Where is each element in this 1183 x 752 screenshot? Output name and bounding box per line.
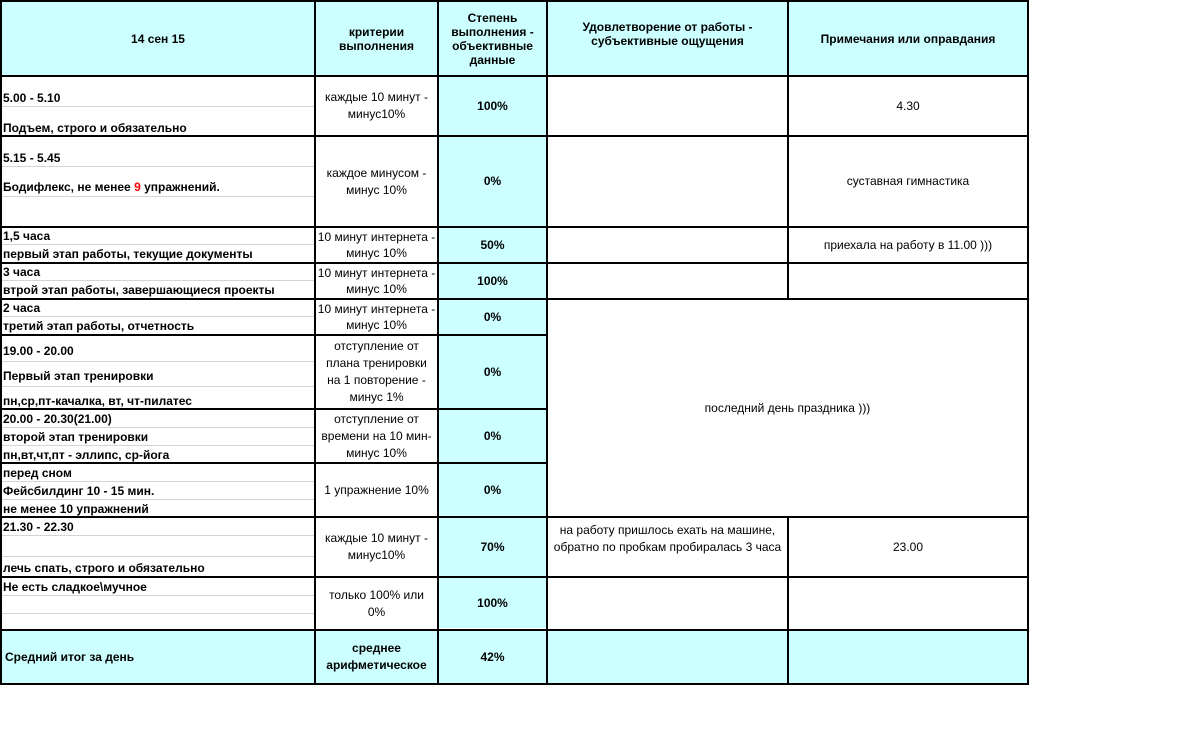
grid-line bbox=[0, 516, 1029, 518]
header-criteria[interactable]: критерии выполнения bbox=[316, 2, 437, 75]
grid-line bbox=[2, 595, 314, 596]
row-training2-time[interactable]: 20.00 - 20.30(21.00) bbox=[3, 412, 112, 426]
row-wake-task[interactable]: Подъем, строго и обязательно bbox=[3, 121, 187, 135]
row-sleep-time[interactable]: 21.30 - 22.30 bbox=[3, 520, 74, 534]
header-degree[interactable]: Степень выполнения - объективные данные bbox=[439, 2, 546, 75]
row-training1-time[interactable]: 19.00 - 20.00 bbox=[3, 344, 74, 358]
grid-line bbox=[0, 75, 1029, 77]
grid-line bbox=[0, 462, 548, 464]
grid-line bbox=[0, 0, 2, 685]
grid-line bbox=[2, 481, 314, 482]
row-training2-task[interactable]: второй этап тренировки bbox=[3, 430, 149, 444]
grid-line bbox=[2, 499, 314, 500]
grid-line bbox=[2, 361, 314, 362]
row-work3-criteria[interactable]: 10 минут интернета - минус 10% bbox=[317, 302, 436, 332]
grid-line bbox=[2, 613, 314, 614]
row-sweets-note[interactable] bbox=[789, 578, 1027, 629]
total-note[interactable] bbox=[789, 631, 1027, 683]
grid-line bbox=[2, 556, 314, 557]
grid-line bbox=[1027, 0, 1029, 685]
grid-line bbox=[787, 0, 789, 300]
header-date[interactable]: 14 сен 15 bbox=[2, 2, 314, 75]
total-percent[interactable]: 42% bbox=[480, 649, 505, 664]
row-work1-note[interactable]: приехала на работу в 11.00 ))) bbox=[823, 237, 993, 252]
grid-line bbox=[0, 683, 1029, 685]
row-training1-criteria[interactable]: отступление от плана тренировки на 1 повторение - минус 1% bbox=[326, 339, 427, 404]
row-sleep-satisfaction[interactable]: на работу пришлось ехать на машине, обратно по пробкам пробиралась 3 часа bbox=[553, 523, 782, 554]
grid-line bbox=[0, 226, 1029, 228]
grid-line bbox=[314, 0, 316, 685]
grid-line bbox=[2, 166, 314, 167]
grid-line bbox=[0, 0, 1029, 2]
row-work1-time[interactable]: 1,5 часа bbox=[3, 229, 51, 243]
row-facebuilding-extra[interactable]: не менее 10 упражнений bbox=[3, 502, 149, 516]
row-wake-percent[interactable]: 100% bbox=[477, 98, 508, 113]
header-notes[interactable]: Примечания или оправдания bbox=[789, 2, 1027, 75]
row-training1-percent[interactable]: 0% bbox=[483, 364, 502, 379]
row-work2-note[interactable] bbox=[789, 264, 1027, 298]
row-wake-satisfaction[interactable] bbox=[548, 77, 787, 135]
row-work1-satisfaction[interactable] bbox=[548, 228, 787, 262]
grid-line bbox=[2, 386, 314, 387]
row-bodyflex-time[interactable]: 5.15 - 5.45 bbox=[3, 151, 61, 165]
row-sweets-criteria[interactable]: только 100% или 0% bbox=[329, 587, 424, 619]
row-facebuilding-time[interactable]: перед сном bbox=[3, 466, 72, 480]
row-work3-task[interactable]: третий этап работы, отчетность bbox=[3, 319, 195, 333]
total-method[interactable]: среднее арифметическое bbox=[326, 641, 427, 672]
row-work3-percent[interactable]: 0% bbox=[483, 309, 502, 324]
row-work2-task[interactable]: втрой этап работы, завершающиеся проекты bbox=[3, 283, 275, 297]
row-bodyflex-task-pre: Бодифлекс, не менее bbox=[3, 180, 135, 194]
grid-line bbox=[2, 280, 314, 281]
grid-line bbox=[2, 106, 314, 107]
grid-line bbox=[0, 576, 1029, 578]
row-work1-criteria[interactable]: 10 минут интернета - минус 10% bbox=[317, 230, 436, 260]
grid-line bbox=[0, 135, 1029, 137]
row-sleep-note[interactable]: 23.00 bbox=[892, 539, 924, 554]
row-facebuilding-task[interactable]: Фейсбилдинг 10 - 15 мин. bbox=[3, 484, 155, 498]
row-facebuilding-criteria[interactable]: 1 упражнение 10% bbox=[324, 482, 429, 497]
grid-line bbox=[787, 516, 789, 685]
grid-line bbox=[437, 0, 439, 685]
row-bodyflex-percent[interactable]: 0% bbox=[483, 174, 502, 188]
row-work1-percent[interactable]: 50% bbox=[480, 237, 505, 252]
row-training1-days[interactable]: пн,ср,пт-качалка, вт, чт-пилатес bbox=[3, 394, 192, 408]
row-wake-note[interactable]: 4.30 bbox=[896, 98, 920, 113]
row-wake-time[interactable]: 5.00 - 5.10 bbox=[3, 91, 61, 105]
row-work3-time[interactable]: 2 часа bbox=[3, 301, 41, 315]
row-work1-task[interactable]: первый этап работы, текущие документы bbox=[3, 247, 253, 261]
total-label[interactable]: Средний итог за день bbox=[5, 650, 135, 664]
grid-line bbox=[2, 427, 314, 428]
grid-line bbox=[546, 0, 548, 685]
row-sweets-task[interactable]: Не есть сладкое\мучное bbox=[3, 580, 147, 594]
row-bodyflex-task-post: упражнений. bbox=[140, 180, 220, 194]
total-satisfaction[interactable] bbox=[548, 631, 787, 683]
row-facebuilding-percent[interactable]: 0% bbox=[483, 482, 502, 497]
grid-line bbox=[0, 408, 548, 410]
row-bodyflex-note[interactable]: суставная гимнастика bbox=[846, 174, 970, 188]
row-work2-criteria[interactable]: 10 минут интернета - минус 10% bbox=[317, 266, 436, 296]
row-bodyflex-task-count: 9 bbox=[134, 180, 141, 194]
row-sleep-task[interactable]: лечь спать, строго и обязательно bbox=[3, 561, 205, 575]
row-bodyflex-task[interactable] bbox=[3, 180, 220, 194]
row-sweets-satisfaction[interactable] bbox=[548, 578, 787, 629]
row-training2-criteria[interactable]: отступление от времени на 10 мин- минус 10% bbox=[321, 411, 432, 460]
merged-note[interactable]: последний день праздника ))) bbox=[704, 400, 871, 415]
row-training2-percent[interactable]: 0% bbox=[483, 428, 502, 443]
row-work2-time[interactable]: 3 часа bbox=[3, 265, 41, 279]
row-training1-task[interactable]: Первый этап тренировки bbox=[3, 369, 154, 383]
row-sleep-criteria[interactable]: каждые 10 минут - минус10% bbox=[325, 531, 428, 562]
grid-line bbox=[0, 298, 1029, 300]
row-bodyflex-criteria[interactable]: каждое минусом - минус 10% bbox=[326, 165, 427, 197]
grid-line bbox=[0, 334, 548, 336]
grid-line bbox=[2, 445, 314, 446]
grid-line bbox=[0, 262, 1029, 264]
row-sweets-percent[interactable]: 100% bbox=[477, 596, 508, 610]
row-bodyflex-satisfaction[interactable] bbox=[548, 137, 787, 226]
grid-line bbox=[2, 316, 314, 317]
row-work2-satisfaction[interactable] bbox=[548, 264, 787, 298]
grid-line bbox=[2, 196, 314, 197]
grid-line bbox=[2, 244, 314, 245]
row-work2-percent[interactable]: 100% bbox=[477, 273, 508, 288]
header-satisfaction[interactable]: Удовлетворение от работы - субъективные ощущения bbox=[548, 2, 787, 75]
row-training2-days[interactable]: пн,вт,чт,пт - эллипс, ср-йога bbox=[3, 448, 170, 462]
row-wake-criteria[interactable]: каждые 10 минут - минус10% bbox=[325, 90, 428, 121]
grid-line bbox=[0, 629, 1029, 631]
row-sleep-percent[interactable]: 70% bbox=[480, 539, 505, 554]
grid-line bbox=[2, 535, 314, 536]
